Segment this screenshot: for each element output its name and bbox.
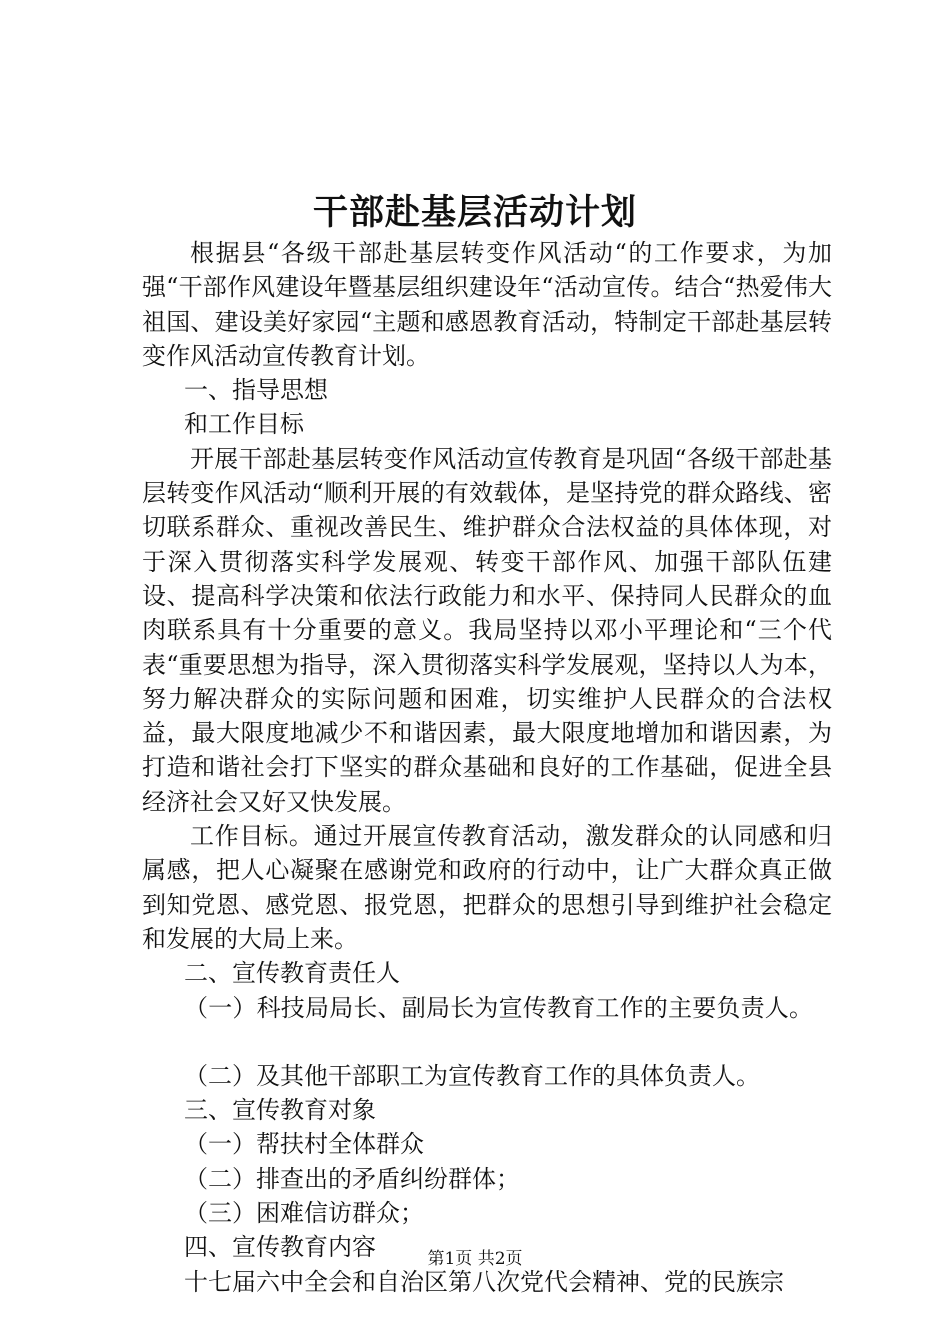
target-item-3: （三）困难信访群众； (184, 1199, 424, 1228)
section-heading-3: 三、宣传教育对象 (184, 1096, 376, 1125)
work-goal-paragraph: 工作目标。通过开展宣传教育活动，激发群众的认同感和归属感，把人心凝聚在感谢党和政府的行动中，让广大群众真正做到知党恩、感党恩、报党恩，把群众的思想引导到维护社会稳定和发展的大局上来。 (142, 822, 832, 953)
document-body (142, 236, 832, 1299)
section-heading-1-continued: 和工作目标 (184, 410, 304, 439)
responsible-item-1: （一）科技局局长、副局长为宣传教育工作的主要负责人。 (184, 993, 814, 1022)
section-heading-2: 二、宣传教育责任人 (184, 959, 400, 988)
section-heading-1: 一、指导思想 (184, 376, 328, 405)
document-title: 干部赴基层活动计划 (312, 192, 637, 233)
target-item-2: （二）排查出的矛盾纠纷群体； (184, 1164, 520, 1193)
intro-paragraph: 根据县“各级干部赴基层转变作风活动“的工作要求，为加强“干部作风建设年暨基层组织建设年“活动宣传。结合“热爱伟大祖国、建设美好家园“主题和感恩教育活动，特制定干部赴基层转变作风活动宣传教育计划。 (142, 239, 832, 370)
target-item-1: （一）帮扶村全体群众 (184, 1130, 424, 1159)
page-footer: 第1页 共2页 (427, 1249, 523, 1269)
responsible-item-2: （二）及其他干部职工为宣传教育工作的具体负责人。 (184, 1061, 760, 1090)
section-heading-4: 四、宣传教育内容 (184, 1233, 376, 1262)
guiding-thought-paragraph: 开展干部赴基层转变作风活动宣传教育是巩固“各级干部赴基层转变作风活动“顺利开展的有效载体，是坚持党的群众路线、密切联系群众、重视改善民生、维护群众合法权益的具体体现，对于深入贯彻落实科学发展观、转变干部作风、加强干部队伍建设、提高科学决策和依法行政能力和水平、保持同人民群众的血肉联系具有十分重要的意义。我局坚持以邓小平理论和“三个代表“重要思想为指导，深入贯彻落实科学发展观，坚持以人为本，努力解决群众的实际问题和困难，切实维护人民群众的合法权益，最大限度地减少不和谐因素，最大限度地增加和谐因素，为打造和谐社会打下坚实的群众基础和良好的工作基础，促进全县经济社会又好又快发展。 (142, 444, 832, 816)
content-paragraph-start: 十七届六中全会和自治区第八次党代会精神、党的民族宗 (184, 1267, 784, 1296)
blank-line (142, 1025, 832, 1059)
